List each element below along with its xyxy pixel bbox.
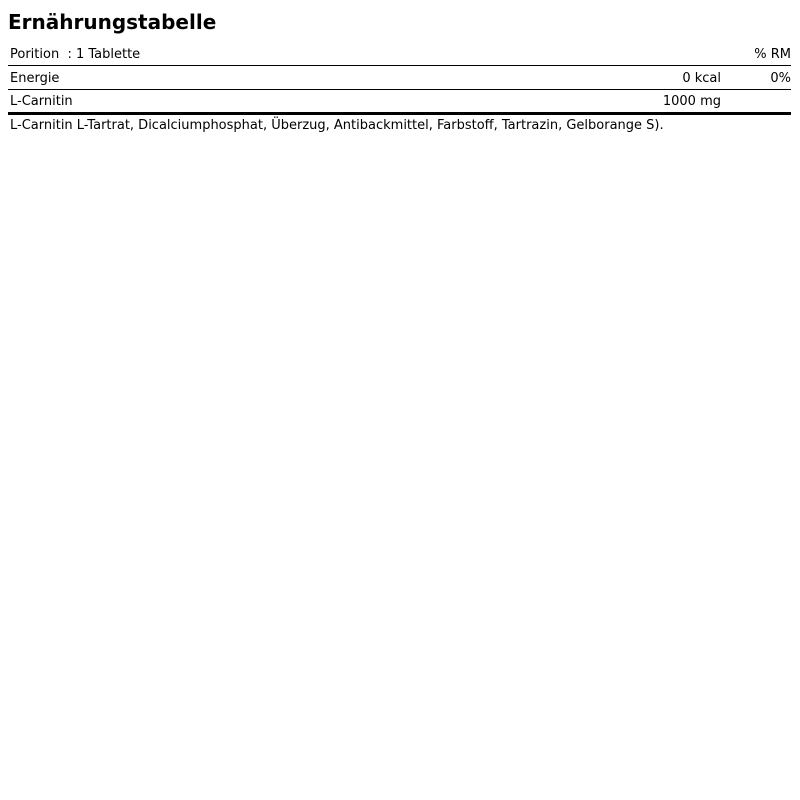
rm-column-header: % RM bbox=[754, 47, 791, 62]
nutrient-amount: 0 kcal bbox=[682, 71, 721, 86]
table-row-l-carnitin bbox=[8, 90, 791, 115]
nutrient-name: L-Carnitin bbox=[10, 94, 73, 109]
portion-label: Porition : 1 Tablette bbox=[10, 47, 141, 62]
ingredients-text: L-Carnitin L-Tartrat, Dicalciumphosphat, Überzug, Antibackmittel, Farbstoff, Tartrazin, Gelborange S). bbox=[10, 118, 664, 133]
nutrient-name: Energie bbox=[10, 71, 60, 86]
table-header-row bbox=[8, 42, 791, 66]
table-row-energie bbox=[8, 66, 791, 90]
page-title: Ernährungstabelle bbox=[8, 10, 217, 34]
nutrition-table bbox=[8, 42, 791, 115]
nutrient-rm-percent: 0% bbox=[770, 71, 791, 86]
nutrient-amount: 1000 mg bbox=[662, 94, 721, 109]
